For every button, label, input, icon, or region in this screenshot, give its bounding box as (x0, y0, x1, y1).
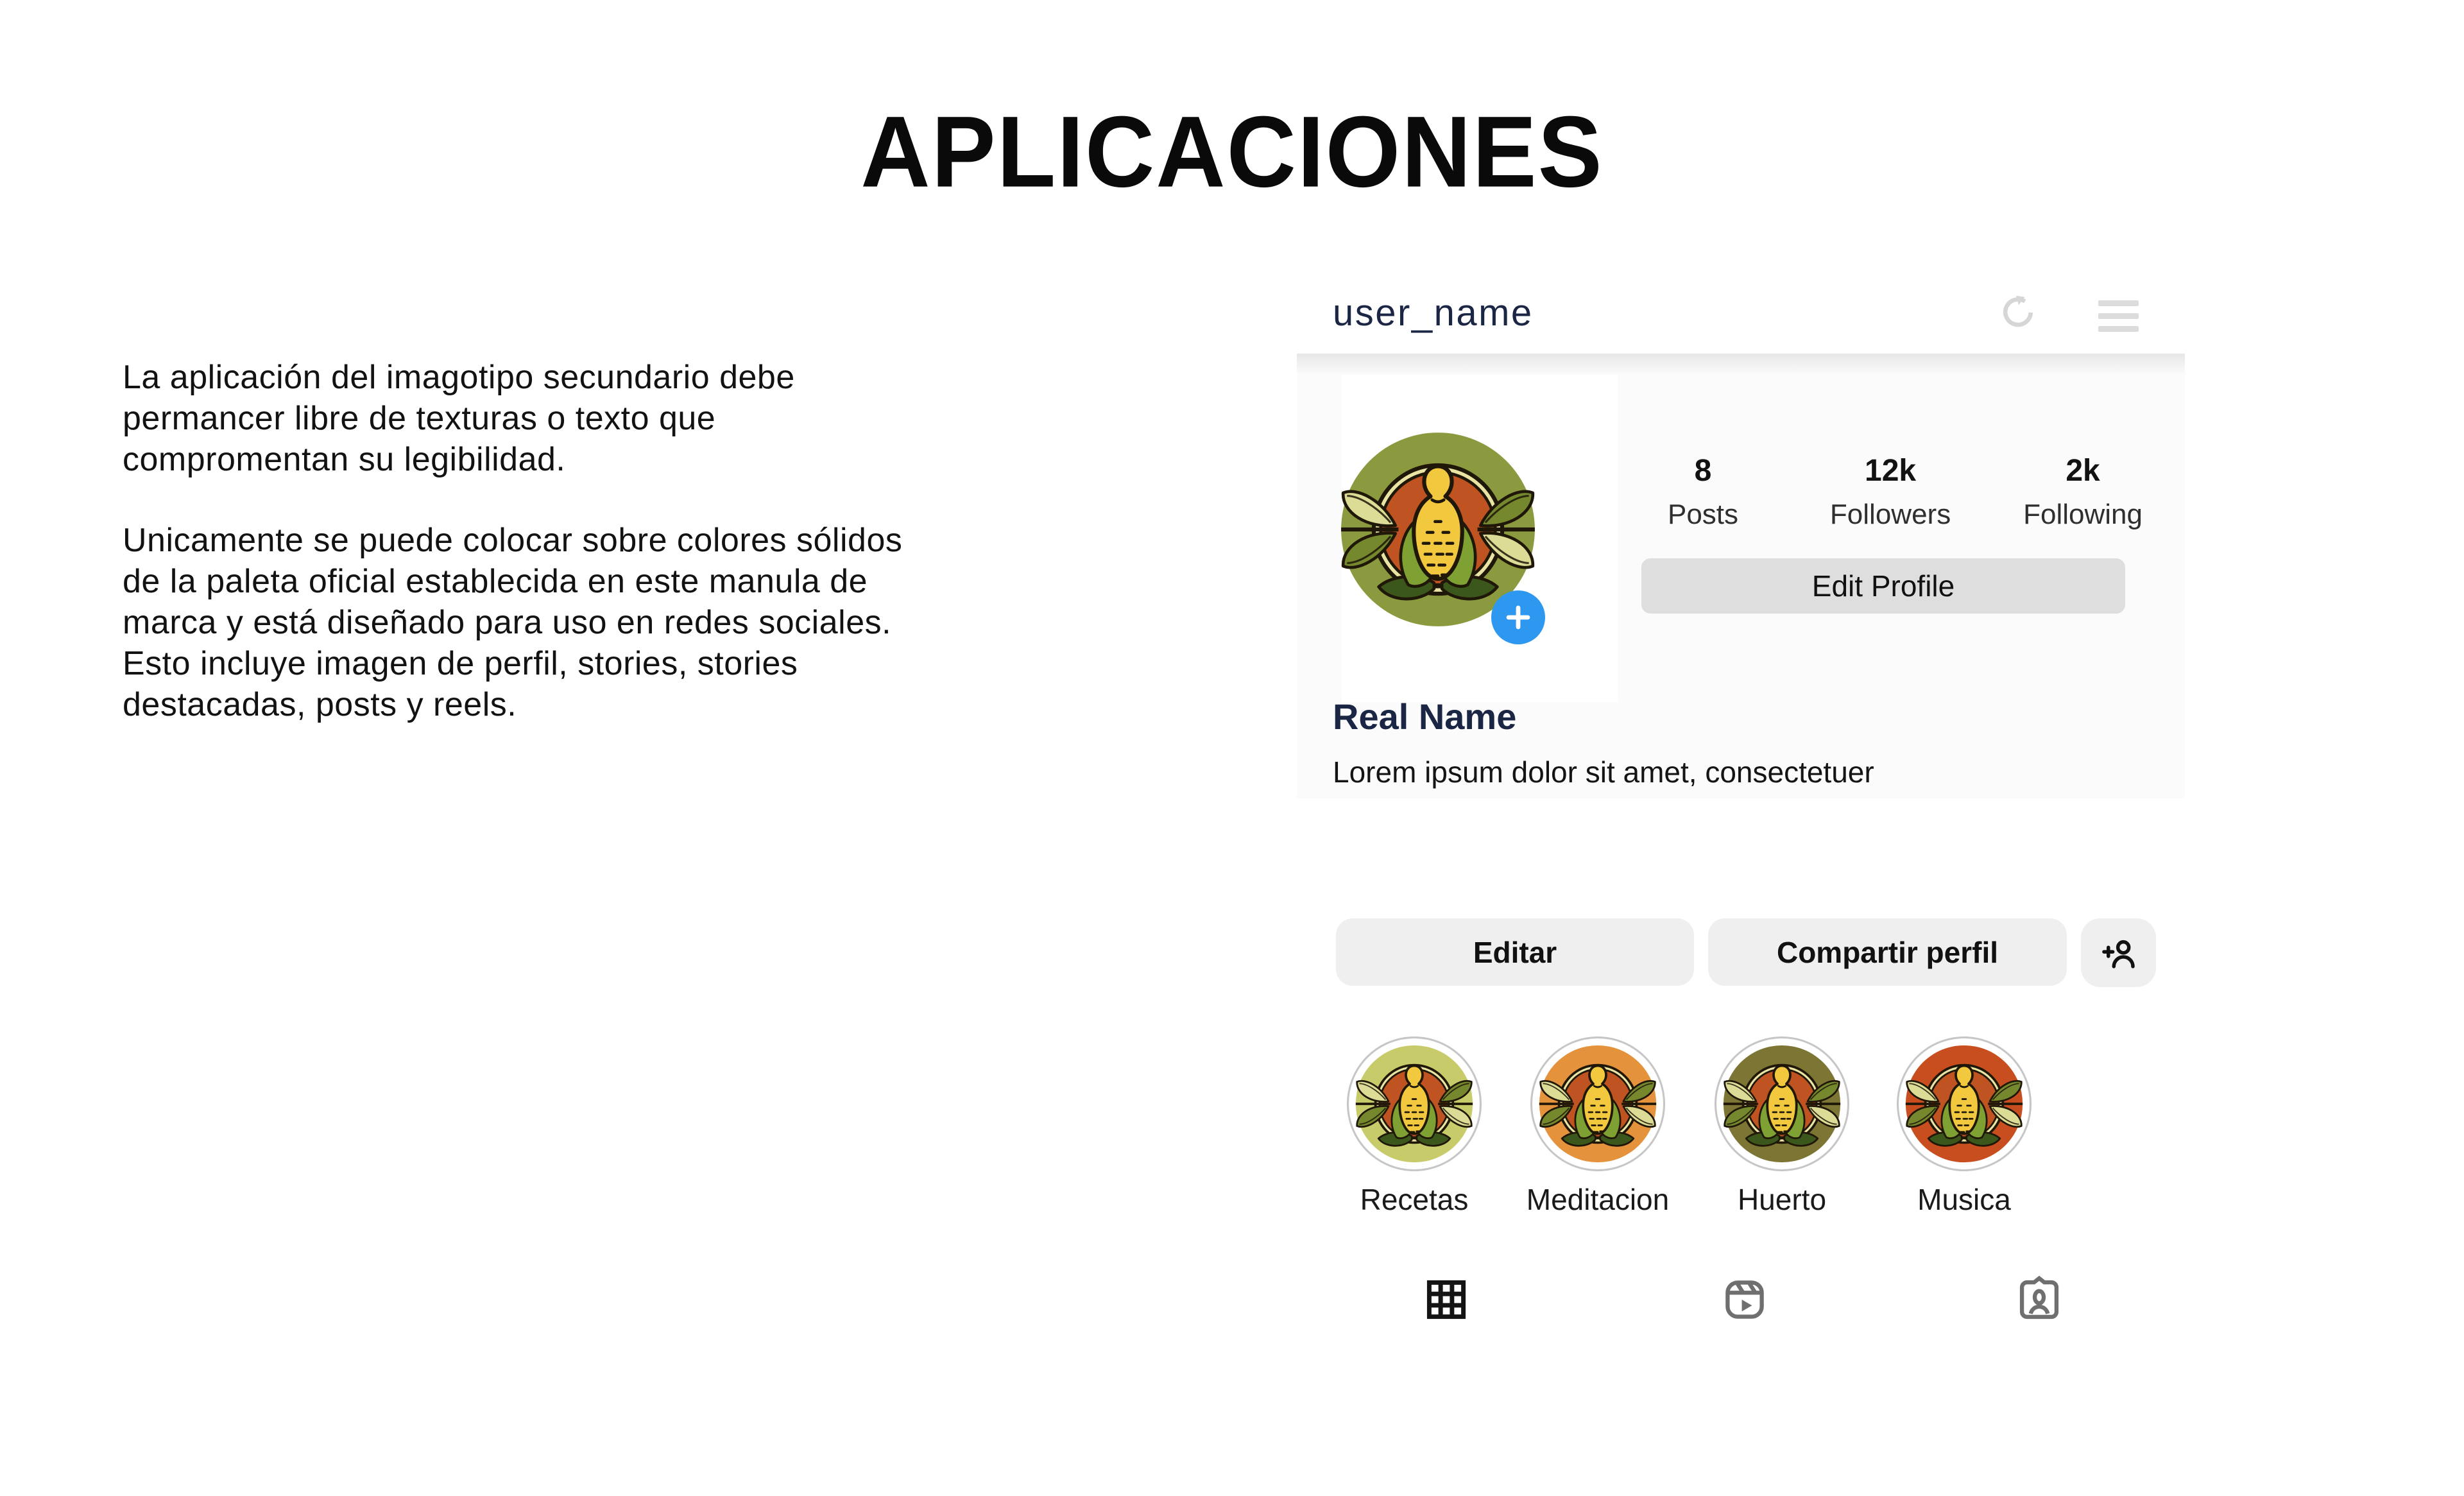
following-count: 2k (2066, 454, 2100, 488)
profile-stats (1648, 453, 2143, 531)
instagram-profile-mockup (1297, 272, 2185, 1363)
following-label: Following (2023, 499, 2143, 530)
posts-count: 8 (1694, 454, 1712, 488)
tagged-icon (2015, 1275, 2064, 1324)
highlight-label-meditacion: Meditacion (1526, 1183, 1670, 1216)
page-title: APLICACIONES (860, 94, 1604, 209)
edit-profile-button[interactable]: Edit Profile (1641, 558, 2125, 614)
profile-header (1297, 272, 2185, 354)
add-person-icon (2098, 932, 2140, 974)
highlight-label-huerto: Huerto (1737, 1183, 1827, 1216)
stat-following[interactable] (2023, 453, 2143, 531)
header-divider (1297, 354, 2185, 373)
reels-icon (1720, 1275, 1769, 1324)
add-person-button[interactable] (2081, 918, 2156, 987)
grid-icon (1422, 1275, 1471, 1324)
tab-posts-grid[interactable] (1422, 1275, 1471, 1324)
highlight-musica[interactable] (1897, 1036, 2032, 1171)
intro-paragraph-1: La aplicación del imagotipo secundario debe permancer libre de texturas o texto que compromentan su legibilidad. (123, 359, 795, 478)
highlight-meditacion[interactable] (1530, 1036, 1665, 1171)
real-name: Real Name (1333, 696, 1517, 737)
stat-posts[interactable] (1648, 453, 1758, 531)
highlight-label-recetas: Recetas (1360, 1183, 1469, 1216)
posts-label: Posts (1667, 499, 1739, 530)
followers-count: 12k (1865, 454, 1917, 488)
editar-button[interactable]: Editar (1336, 918, 1694, 986)
highlight-huerto[interactable] (1715, 1036, 1849, 1171)
add-story-button[interactable] (1491, 590, 1545, 644)
followers-label: Followers (1829, 499, 1951, 530)
share-profile-button[interactable]: Compartir perfil (1708, 918, 2067, 986)
tab-tagged[interactable] (2015, 1275, 2064, 1324)
highlight-recetas[interactable] (1347, 1036, 1482, 1171)
intro-paragraph-2: Unicamente se puede colocar sobre colores sólidos de la paleta oficial establecida en este manula de marca y está diseñado para uso en redes sociales. Esto incluye imagen de perfil, stories, stories destacadas, posts y reels. (123, 522, 903, 723)
intro-text (123, 357, 937, 765)
refresh-icon[interactable] (1998, 293, 2038, 332)
plus-icon (1503, 602, 1534, 633)
tab-reels[interactable] (1720, 1275, 1769, 1324)
stat-followers[interactable] (1830, 453, 1951, 531)
hamburger-menu-icon[interactable] (2098, 300, 2139, 332)
highlight-label-musica: Musica (1917, 1183, 2011, 1216)
bio-text: Lorem ipsum dolor sit amet, consectetuer (1333, 755, 1874, 789)
username: user_name (1333, 292, 1534, 334)
